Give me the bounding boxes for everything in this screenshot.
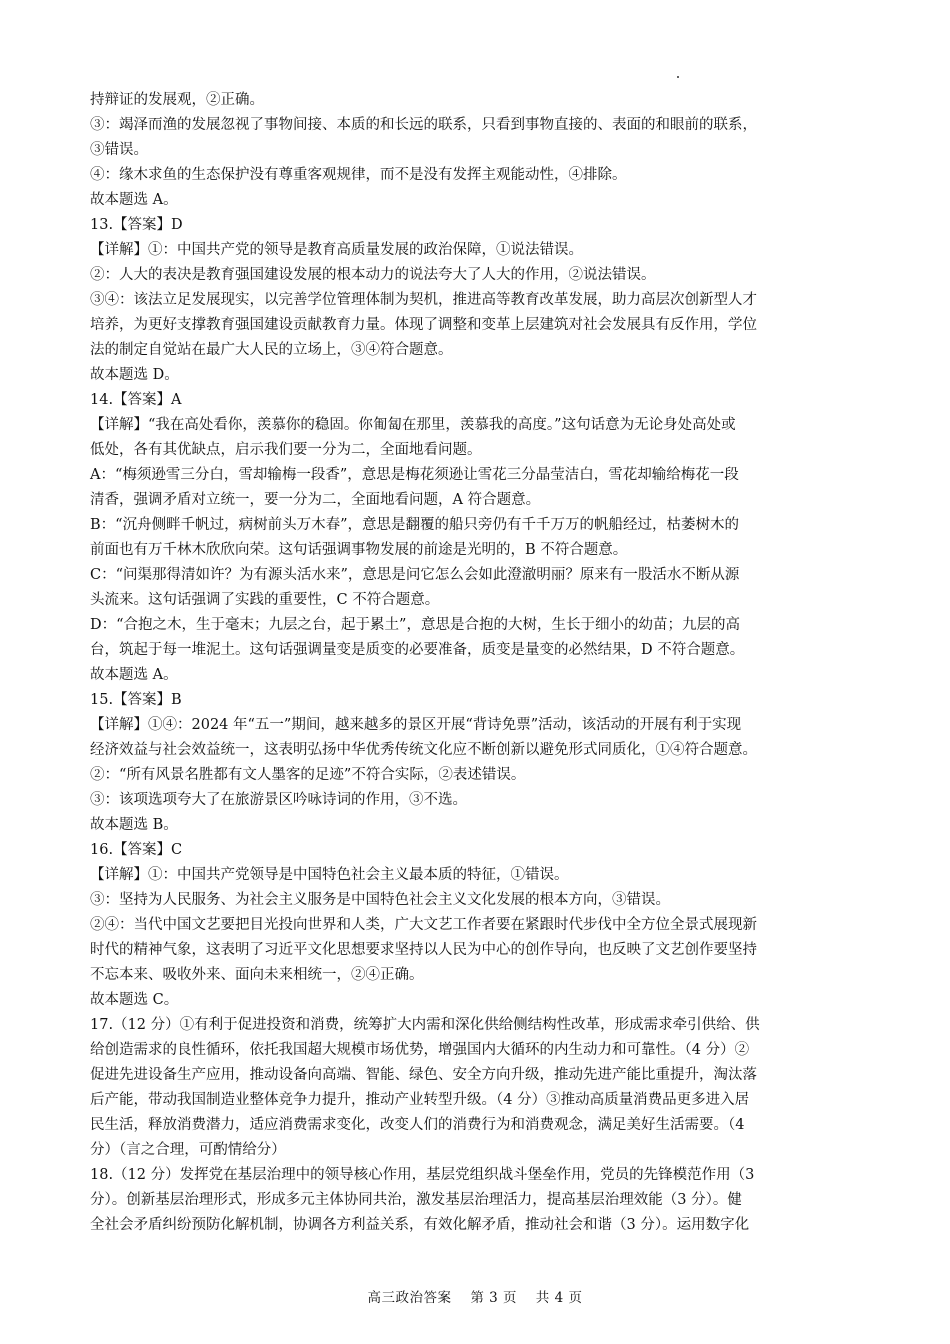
text-line: 后产能，带动我国制造业整体竞争力提升，推动产业转型升级。（4 分）③推动高质量消费品更多进入居 bbox=[90, 1092, 750, 1108]
text-line: ③错误。 bbox=[90, 142, 148, 158]
answer-heading: 15.【答案】B bbox=[90, 692, 182, 708]
answer-heading: 13.【答案】D bbox=[90, 217, 183, 233]
text-line: 故本题选 A。 bbox=[90, 192, 178, 208]
answer-page bbox=[90, 88, 862, 1238]
page-footer: 高三政治答案 第 3 页 共 4 页 bbox=[367, 1290, 583, 1306]
text-line: ④：缘木求鱼的生态保护没有尊重客观规律，而不是没有发挥主观能动性，④排除。 bbox=[90, 167, 627, 183]
answer-heading: 16.【答案】C bbox=[90, 842, 183, 858]
text-line: 时代的精神气象，这表明了习近平文化思想要求坚持以人民为中心的创作导向，也反映了文艺创作要坚持 bbox=[90, 942, 757, 958]
scan-dot bbox=[677, 76, 679, 78]
text-line: 低处，各有其优缺点，启示我们要一分为二，全面地看问题。 bbox=[90, 442, 482, 458]
text-line: 培养，为更好支撑教育强国建设贡献教育力量。体现了调整和变革上层建筑对社会发展具有反作用，学位 bbox=[90, 317, 757, 333]
answer-heading: 14.【答案】A bbox=[90, 392, 182, 408]
text-line: 故本题选 D。 bbox=[90, 367, 179, 383]
text-line: ③④：该法立足发展现实，以完善学位管理体制为契机，推进高等教育改革发展，助力高层次创新型人才 bbox=[90, 292, 757, 308]
text-line: 17.（12 分）①有利于促进投资和消费，统筹扩大内需和深化供给侧结构性改革，形成需求牵引供给、供 bbox=[90, 1017, 760, 1033]
text-line: 民生活，释放消费潜力，适应消费需求变化，改变人们的消费行为和消费观念，满足美好生活需要。（4 bbox=[90, 1117, 745, 1133]
text-line: 【详解】①：中国共产党领导是中国特色社会主义最本质的特征，①错误。 bbox=[90, 867, 569, 883]
text-line: 促进先进设备生产应用，推动设备向高端、智能、绿色、安全方向升级，推动先进产能比重提升，淘汰落 bbox=[90, 1067, 757, 1083]
text-line: 给创造需求的良性循环，依托我国超大规模市场优势，增强国内大循环的内生动力和可靠性。（4 分）② bbox=[90, 1042, 750, 1058]
text-line: D：“合抱之木，生于毫末；九层之台，起于累土”，意思是合抱的大树，生长于细小的幼苗；九层的高 bbox=[90, 617, 740, 633]
text-line: ③：坚持为人民服务、为社会主义服务是中国特色社会主义文化发展的根本方向，③错误。 bbox=[90, 892, 670, 908]
text-line: ②：人大的表决是教育强国建设发展的根本动力的说法夸大了人大的作用，②说法错误。 bbox=[90, 267, 656, 283]
text-line: C：“问渠那得清如许？为有源头活水来”，意思是问它怎么会如此澄澈明丽？原来有一股活水不断从源 bbox=[90, 567, 740, 583]
text-line: 清香，强调矛盾对立统一，要一分为二，全面地看问题，A 符合题意。 bbox=[90, 492, 541, 508]
text-line: ②：“所有风景名胜都有文人墨客的足迹”不符合实际，②表述错误。 bbox=[90, 767, 526, 783]
text-line: ③：竭泽而渔的发展忽视了事物间接、本质的和长远的联系，只看到事物直接的、表面的和眼前的联系， bbox=[90, 117, 757, 133]
text-line: 【详解】“我在高处看你，羡慕你的稳固。你匍匐在那里，羡慕我的高度。”这句话意为无论身处高处或 bbox=[90, 417, 736, 433]
text-line: 持辩证的发展观，②正确。 bbox=[90, 92, 264, 108]
text-line: A：“梅须逊雪三分白，雪却输梅一段香”，意思是梅花须逊让雪花三分晶莹洁白，雪花却输给梅花一段 bbox=[90, 467, 739, 483]
text-line: 【详解】①④：2024 年“五一”期间，越来越多的景区开展“背诗免票”活动，该活动的开展有利于实现 bbox=[90, 717, 742, 733]
text-line: ③：该项选项夸大了在旅游景区吟咏诗词的作用，③不选。 bbox=[90, 792, 467, 808]
text-line: 头流来。这句话强调了实践的重要性，C 不符合题意。 bbox=[90, 592, 440, 608]
text-line: 全社会矛盾纠纷预防化解机制，协调各方利益关系，有效化解矛盾，推动社会和谐（3 分）。运用数字化 bbox=[90, 1217, 750, 1233]
text-line: 法的制定自觉站在最广大人民的立场上，③④符合题意。 bbox=[90, 342, 453, 358]
text-line: ②④：当代中国文艺要把目光投向世界和人类，广大文艺工作者要在紧跟时代步伐中全方位全景式展现新 bbox=[90, 917, 757, 933]
text-line: 18.（12 分）发挥党在基层治理中的领导核心作用，基层党组织战斗堡垒作用，党员的先锋模范作用（3 bbox=[90, 1167, 755, 1183]
text-line: 分）。创新基层治理形式，形成多元主体协同共治，激发基层治理活力，提高基层治理效能（3 分）。健 bbox=[90, 1192, 742, 1208]
text-line: 故本题选 A。 bbox=[90, 667, 178, 683]
text-line: 【详解】①：中国共产党的领导是教育高质量发展的政治保障，①说法错误。 bbox=[90, 242, 583, 258]
text-line: 不忘本来、吸收外来、面向未来相统一，②④正确。 bbox=[90, 967, 424, 983]
text-line: B：“沉舟侧畔千帆过，病树前头万木春”，意思是翻覆的船只旁仍有千千万万的帆船经过，枯萎树木的 bbox=[90, 517, 739, 533]
text-line: 经济效益与社会效益统一，这表明弘扬中华优秀传统文化应不断创新以避免形式同质化，①④符合题意。 bbox=[90, 742, 757, 758]
text-line: 台，筑起于每一堆泥土。这句话强调量变是质变的必要准备，质变是量变的必然结果，D 不符合题意。 bbox=[90, 642, 745, 658]
text-line: 分）（言之合理，可酌情给分） bbox=[90, 1142, 286, 1158]
text-line: 故本题选 C。 bbox=[90, 992, 179, 1008]
text-line: 故本题选 B。 bbox=[90, 817, 178, 833]
text-line: 前面也有万千林木欣欣向荣。这句话强调事物发展的前途是光明的，B 不符合题意。 bbox=[90, 542, 628, 558]
